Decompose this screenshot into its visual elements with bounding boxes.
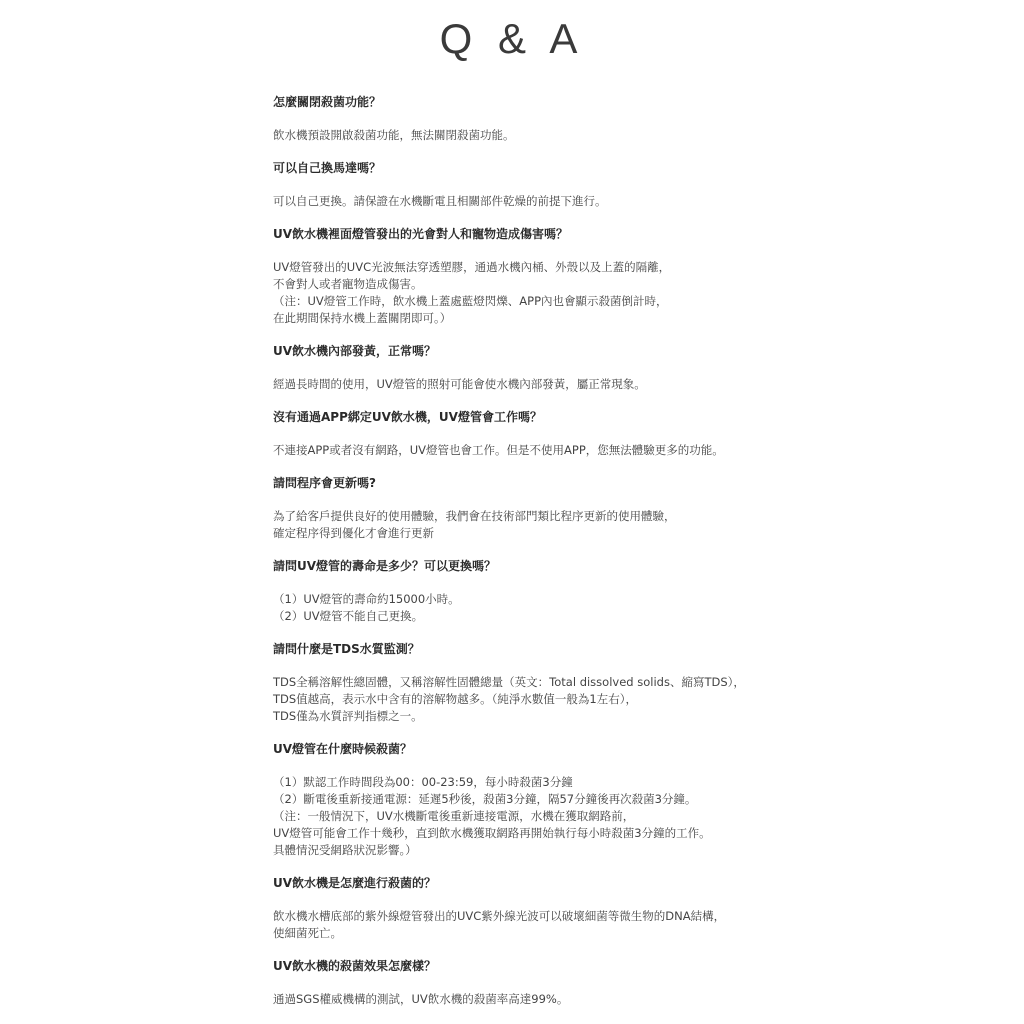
faq-item [273, 475, 893, 542]
answer-line: 在此期間保持水機上蓋關閉即可。） [273, 311, 452, 325]
faq-item [273, 409, 893, 459]
faq-answer [273, 591, 893, 625]
faq-question: UV飲水機的殺菌效果怎麼樣？ [273, 959, 437, 973]
faq-question: UV飲水機裡面燈管發出的光會對人和寵物造成傷害嗎？ [273, 227, 569, 241]
answer-line: TDS值越高，表示水中含有的溶解物越多。（純淨水數值一般為1左右）， [273, 692, 637, 706]
faq-answer [273, 908, 893, 942]
faq-answer [273, 774, 893, 859]
answer-line: 通過SGS權威機構的測試，UV飲水機的殺菌率高達99%。 [273, 992, 569, 1006]
answer-line: （注：一般情況下，UV水機斷電後重新連接電源，水機在獲取網路前， [273, 809, 635, 823]
faq-list [273, 94, 893, 1024]
faq-answer [273, 442, 893, 459]
faq-question: UV燈管在什麼時候殺菌？ [273, 742, 413, 756]
faq-question: 怎麼關閉殺菌功能？ [273, 95, 382, 109]
faq-item [273, 343, 893, 393]
faq-item [273, 226, 893, 327]
answer-line: （注：UV燈管工作時，飲水機上蓋處藍燈閃爍、APP內也會顯示殺菌倒計時， [273, 294, 668, 308]
faq-question: 請問程序會更新嗎? [273, 476, 376, 490]
faq-question: 可以自己換馬達嗎？ [273, 161, 382, 175]
faq-question: 請問什麼是TDS水質監測？ [273, 642, 420, 656]
answer-line: 使細菌死亡。 [273, 926, 342, 940]
answer-line: 飲水機預設開啟殺菌功能，無法關閉殺菌功能。 [273, 128, 515, 142]
answer-line: 確定程序得到優化才會進行更新 [273, 526, 434, 540]
faq-question: 沒有通過APP綁定UV飲水機，UV燈管會工作嗎？ [273, 410, 542, 424]
faq-item [273, 958, 893, 1008]
faq-item [273, 741, 893, 859]
faq-answer [273, 508, 893, 542]
answer-line: （2）UV燈管不能自己更換。 [273, 609, 424, 623]
answer-line: （1）默認工作時間段為00：00-23:59，每小時殺菌3分鐘 [273, 775, 573, 789]
answer-line: （2）斷電後重新接通電源：延遲5秒後，殺菌3分鐘，隔57分鐘後再次殺菌3分鐘。 [273, 792, 697, 806]
answer-line: TDS全稱溶解性總固體，又稱溶解性固體總量（英文：Total dissolved solids、縮寫TDS）， [273, 675, 745, 689]
answer-line: UV燈管可能會工作十幾秒，直到飲水機獲取網路再開始執行每小時殺菌3分鐘的工作。 [273, 826, 711, 840]
answer-line: 可以自己更換。請保證在水機斷電且相關部件乾燥的前提下進行。 [273, 194, 607, 208]
answer-line: 飲水機水槽底部的紫外線燈管發出的UVC紫外線光波可以破壞細菌等微生物的DNA結構， [273, 909, 726, 923]
faq-answer [273, 674, 893, 725]
answer-line: TDS僅為水質評判指標之一。 [273, 709, 423, 723]
answer-line: 具體情況受網路狀況影響。） [273, 843, 417, 857]
faq-item [273, 641, 893, 725]
faq-item [273, 160, 893, 210]
page-title: Q & A [439, 15, 585, 62]
faq-answer [273, 991, 893, 1008]
answer-line: （1）UV燈管的壽命約15000小時。 [273, 592, 460, 606]
answer-line: UV燈管發出的UVC光波無法穿透塑膠，通過水機內桶、外殼以及上蓋的隔離， [273, 260, 671, 274]
answer-line: 不會對人或者寵物造成傷害。 [273, 277, 423, 291]
faq-item [273, 558, 893, 625]
faq-item [273, 875, 893, 942]
faq-question: UV飲水機內部發黃，正常嗎？ [273, 344, 437, 358]
faq-answer [273, 259, 893, 327]
answer-line: 不連接APP或者沒有網路，UV燈管也會工作。但是不使用APP，您無法體驗更多的功能。 [273, 443, 724, 457]
faq-item [273, 94, 893, 144]
faq-question: UV飲水機是怎麼進行殺菌的？ [273, 876, 437, 890]
answer-line: 經過長時間的使用，UV燈管的照射可能會使水機內部發黃，屬正常現象。 [273, 377, 646, 391]
faq-answer [273, 193, 893, 210]
faq-answer [273, 376, 893, 393]
answer-line: 為了給客戶提供良好的使用體驗，我們會在技術部門類比程序更新的使用體驗， [273, 509, 676, 523]
faq-question: 請問UV燈管的壽命是多少？可以更換嗎？ [273, 559, 497, 573]
faq-answer [273, 127, 893, 144]
